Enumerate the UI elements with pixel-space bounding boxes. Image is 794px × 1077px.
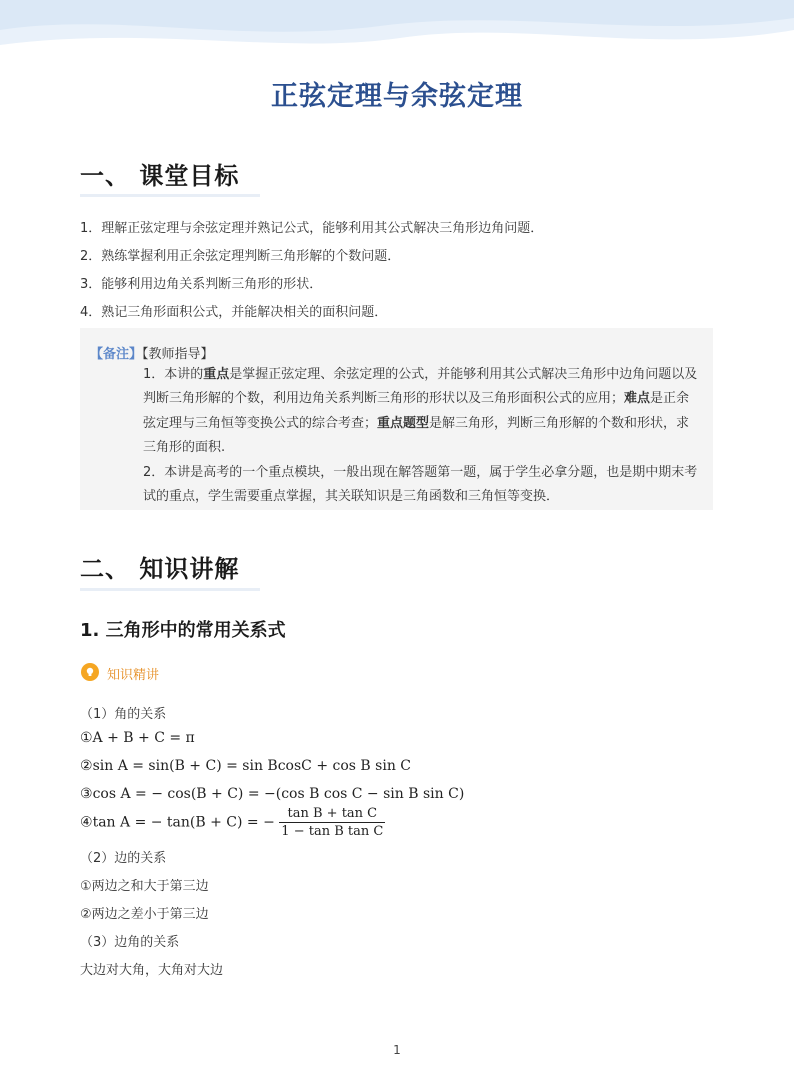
goal-item: 2．熟练掌握利用正余弦定理判断三角形解的个数问题． bbox=[80, 249, 401, 264]
side-angle-relation-item: 大边对大角，大角对大边 bbox=[80, 963, 224, 978]
side-relation-heading: （2）边的关系 bbox=[80, 851, 167, 866]
header-wave-decoration bbox=[0, 0, 794, 60]
goal-item: 4．熟记三角形面积公式，并能解决相关的面积问题． bbox=[80, 305, 388, 320]
side-angle-relation-heading: （3）边角的关系 bbox=[80, 935, 180, 950]
side-relation-item: ②两边之差小于第三边 bbox=[80, 907, 209, 922]
fraction-numerator: tan B + tan C bbox=[279, 806, 385, 823]
page-title: 正弦定理与余弦定理 bbox=[271, 81, 523, 112]
keyword-difficulty: 难点 bbox=[624, 391, 651, 407]
teacher-guide-label: 【教师指导】 bbox=[142, 347, 214, 362]
lightbulb-icon bbox=[81, 663, 99, 681]
section-heading-knowledge: 二、 知识讲解 bbox=[80, 555, 240, 583]
fraction-denominator: 1 − tan B tan C bbox=[281, 824, 384, 839]
section-underline bbox=[80, 194, 260, 197]
note-paragraph-1: 1．本讲的重点是掌握正弦定理、余弦定理的公式，并能够利用其公式解决三角形中边角问题以及判断三角形解的个数，利用边角关系判断三角形的形状以及三角形面积公式的应用；难点是正余弦定理与三角恒等变换公式的综合考查；重点题型是解三角形，判断三角形解的个数和形状，求三角形的面积. bbox=[143, 367, 698, 456]
formula-sin: ②sin A = sin(B + C) = sin BcosC + cos B sin C bbox=[80, 758, 411, 774]
note-text bbox=[143, 363, 701, 509]
section-heading-goals: 一、 课堂目标 bbox=[80, 162, 240, 190]
formula-cos: ③cos A = − cos(B + C) = −(cos B cos C − sin B sin C) bbox=[80, 786, 465, 802]
formula-angle-sum: ①A + B + C = π bbox=[80, 730, 195, 746]
side-relation-item: ①两边之和大于第三边 bbox=[80, 879, 209, 894]
formula-tan: ④tan A = − tan(B + C) = − $\frac{\text{tan B + tan C}}{\text{1 − tan B tan C}}$ bbox=[80, 806, 384, 839]
goal-item: 3．能够利用边角关系判断三角形的形状． bbox=[80, 277, 323, 292]
page-number: 1 bbox=[393, 1043, 401, 1057]
section-underline bbox=[80, 588, 260, 591]
note-tag bbox=[90, 343, 214, 362]
note-paragraph-2: 2．本讲是高考的一个重点模块，一般出现在解答题第一题，属于学生必拿分题，也是期中期末考试的重点，学生需要重点掌握，其关联知识是三角函数和三角恒等变换． bbox=[143, 464, 698, 505]
angle-relation-heading: （1）角的关系 bbox=[80, 707, 167, 722]
goal-item: 1．理解正弦定理与余弦定理并熟记公式，能够利用其公式解决三角形边角问题． bbox=[80, 221, 544, 236]
subsection-heading: 1. 三角形中的常用关系式 bbox=[80, 620, 286, 641]
keyword-question-type: 重点题型 bbox=[377, 415, 430, 431]
tip-label: 知识精讲 bbox=[107, 668, 160, 683]
keyword-focus: 重点 bbox=[203, 367, 230, 382]
note-label: 【备注】 bbox=[90, 347, 143, 362]
fraction bbox=[279, 806, 385, 839]
